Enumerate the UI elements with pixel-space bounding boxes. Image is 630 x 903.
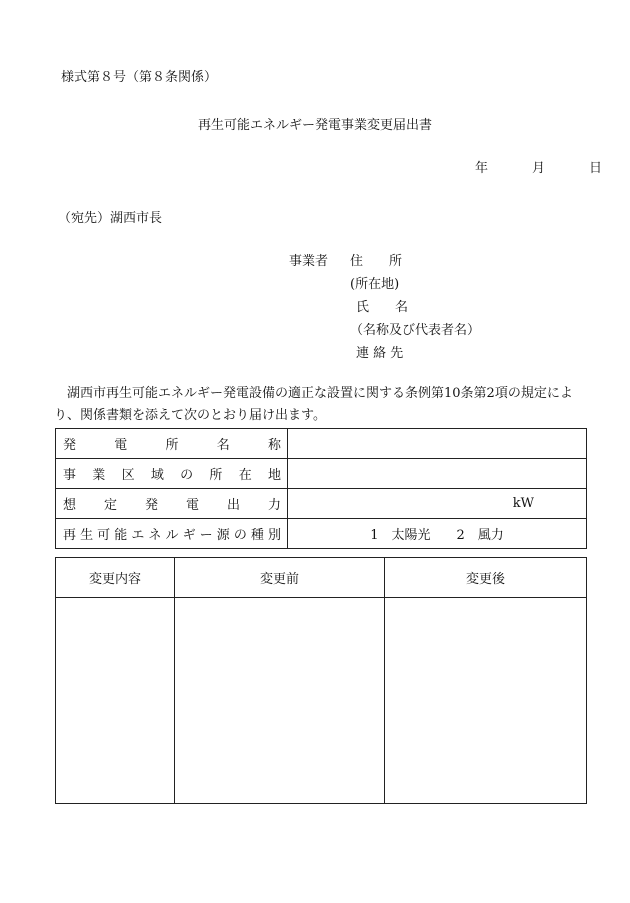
contact-label: 連 絡 先 bbox=[356, 346, 404, 361]
table-row bbox=[56, 489, 587, 519]
energy-type-label: 再生可能エネルギー源の種別 bbox=[56, 519, 288, 549]
before-change-header: 変更前 bbox=[175, 558, 385, 598]
date-year-label: 年 bbox=[475, 161, 489, 176]
date-month-label: 月 bbox=[532, 161, 546, 176]
output-unit: kW bbox=[512, 496, 534, 511]
energy-option-wind[interactable]: 2 風力 bbox=[456, 528, 504, 543]
change-content-field[interactable] bbox=[56, 598, 175, 804]
before-change-field[interactable] bbox=[175, 598, 385, 804]
applicant-role: 事業者 bbox=[289, 254, 329, 269]
address-sub-label: (所在地) bbox=[350, 277, 400, 292]
output-field[interactable] bbox=[288, 489, 587, 519]
name-sub-label: （名称及び代表者名） bbox=[350, 323, 481, 338]
plant-name-label: 発電所名称 bbox=[56, 429, 288, 459]
after-change-field[interactable] bbox=[385, 598, 587, 804]
change-content-header: 変更内容 bbox=[56, 558, 175, 598]
address-label: 住 所 bbox=[350, 254, 403, 269]
energy-type-field[interactable] bbox=[288, 519, 587, 549]
addressee: （宛先）湖西市長 bbox=[58, 211, 163, 226]
change-table bbox=[55, 557, 587, 804]
output-label: 想定発電出力 bbox=[56, 489, 288, 519]
site-location-label: 事業区域の所在地 bbox=[56, 459, 288, 489]
site-location-field[interactable] bbox=[288, 459, 587, 489]
date-day-label: 日 bbox=[589, 161, 603, 176]
statement-text: 湖西市再生可能エネルギー発電設備の適正な設置に関する条例第10条第2項の規定により、関係書類を添えて次のとおり届け出ます。 bbox=[54, 386, 573, 423]
table-header-row bbox=[56, 558, 587, 598]
info-table bbox=[55, 428, 587, 549]
table-row bbox=[56, 459, 587, 489]
table-row bbox=[56, 519, 587, 549]
form-number: 様式第８号（第８条関係） bbox=[61, 70, 218, 85]
document-title: 再生可能エネルギー発電事業変更届出書 bbox=[197, 118, 432, 133]
energy-option-solar[interactable]: 1 太陽光 bbox=[370, 528, 431, 543]
table-row bbox=[56, 429, 587, 459]
plant-name-field[interactable] bbox=[288, 429, 587, 459]
name-label: 氏 名 bbox=[356, 300, 409, 315]
table-row bbox=[56, 598, 587, 804]
date-line bbox=[475, 157, 602, 176]
after-change-header: 変更後 bbox=[385, 558, 587, 598]
